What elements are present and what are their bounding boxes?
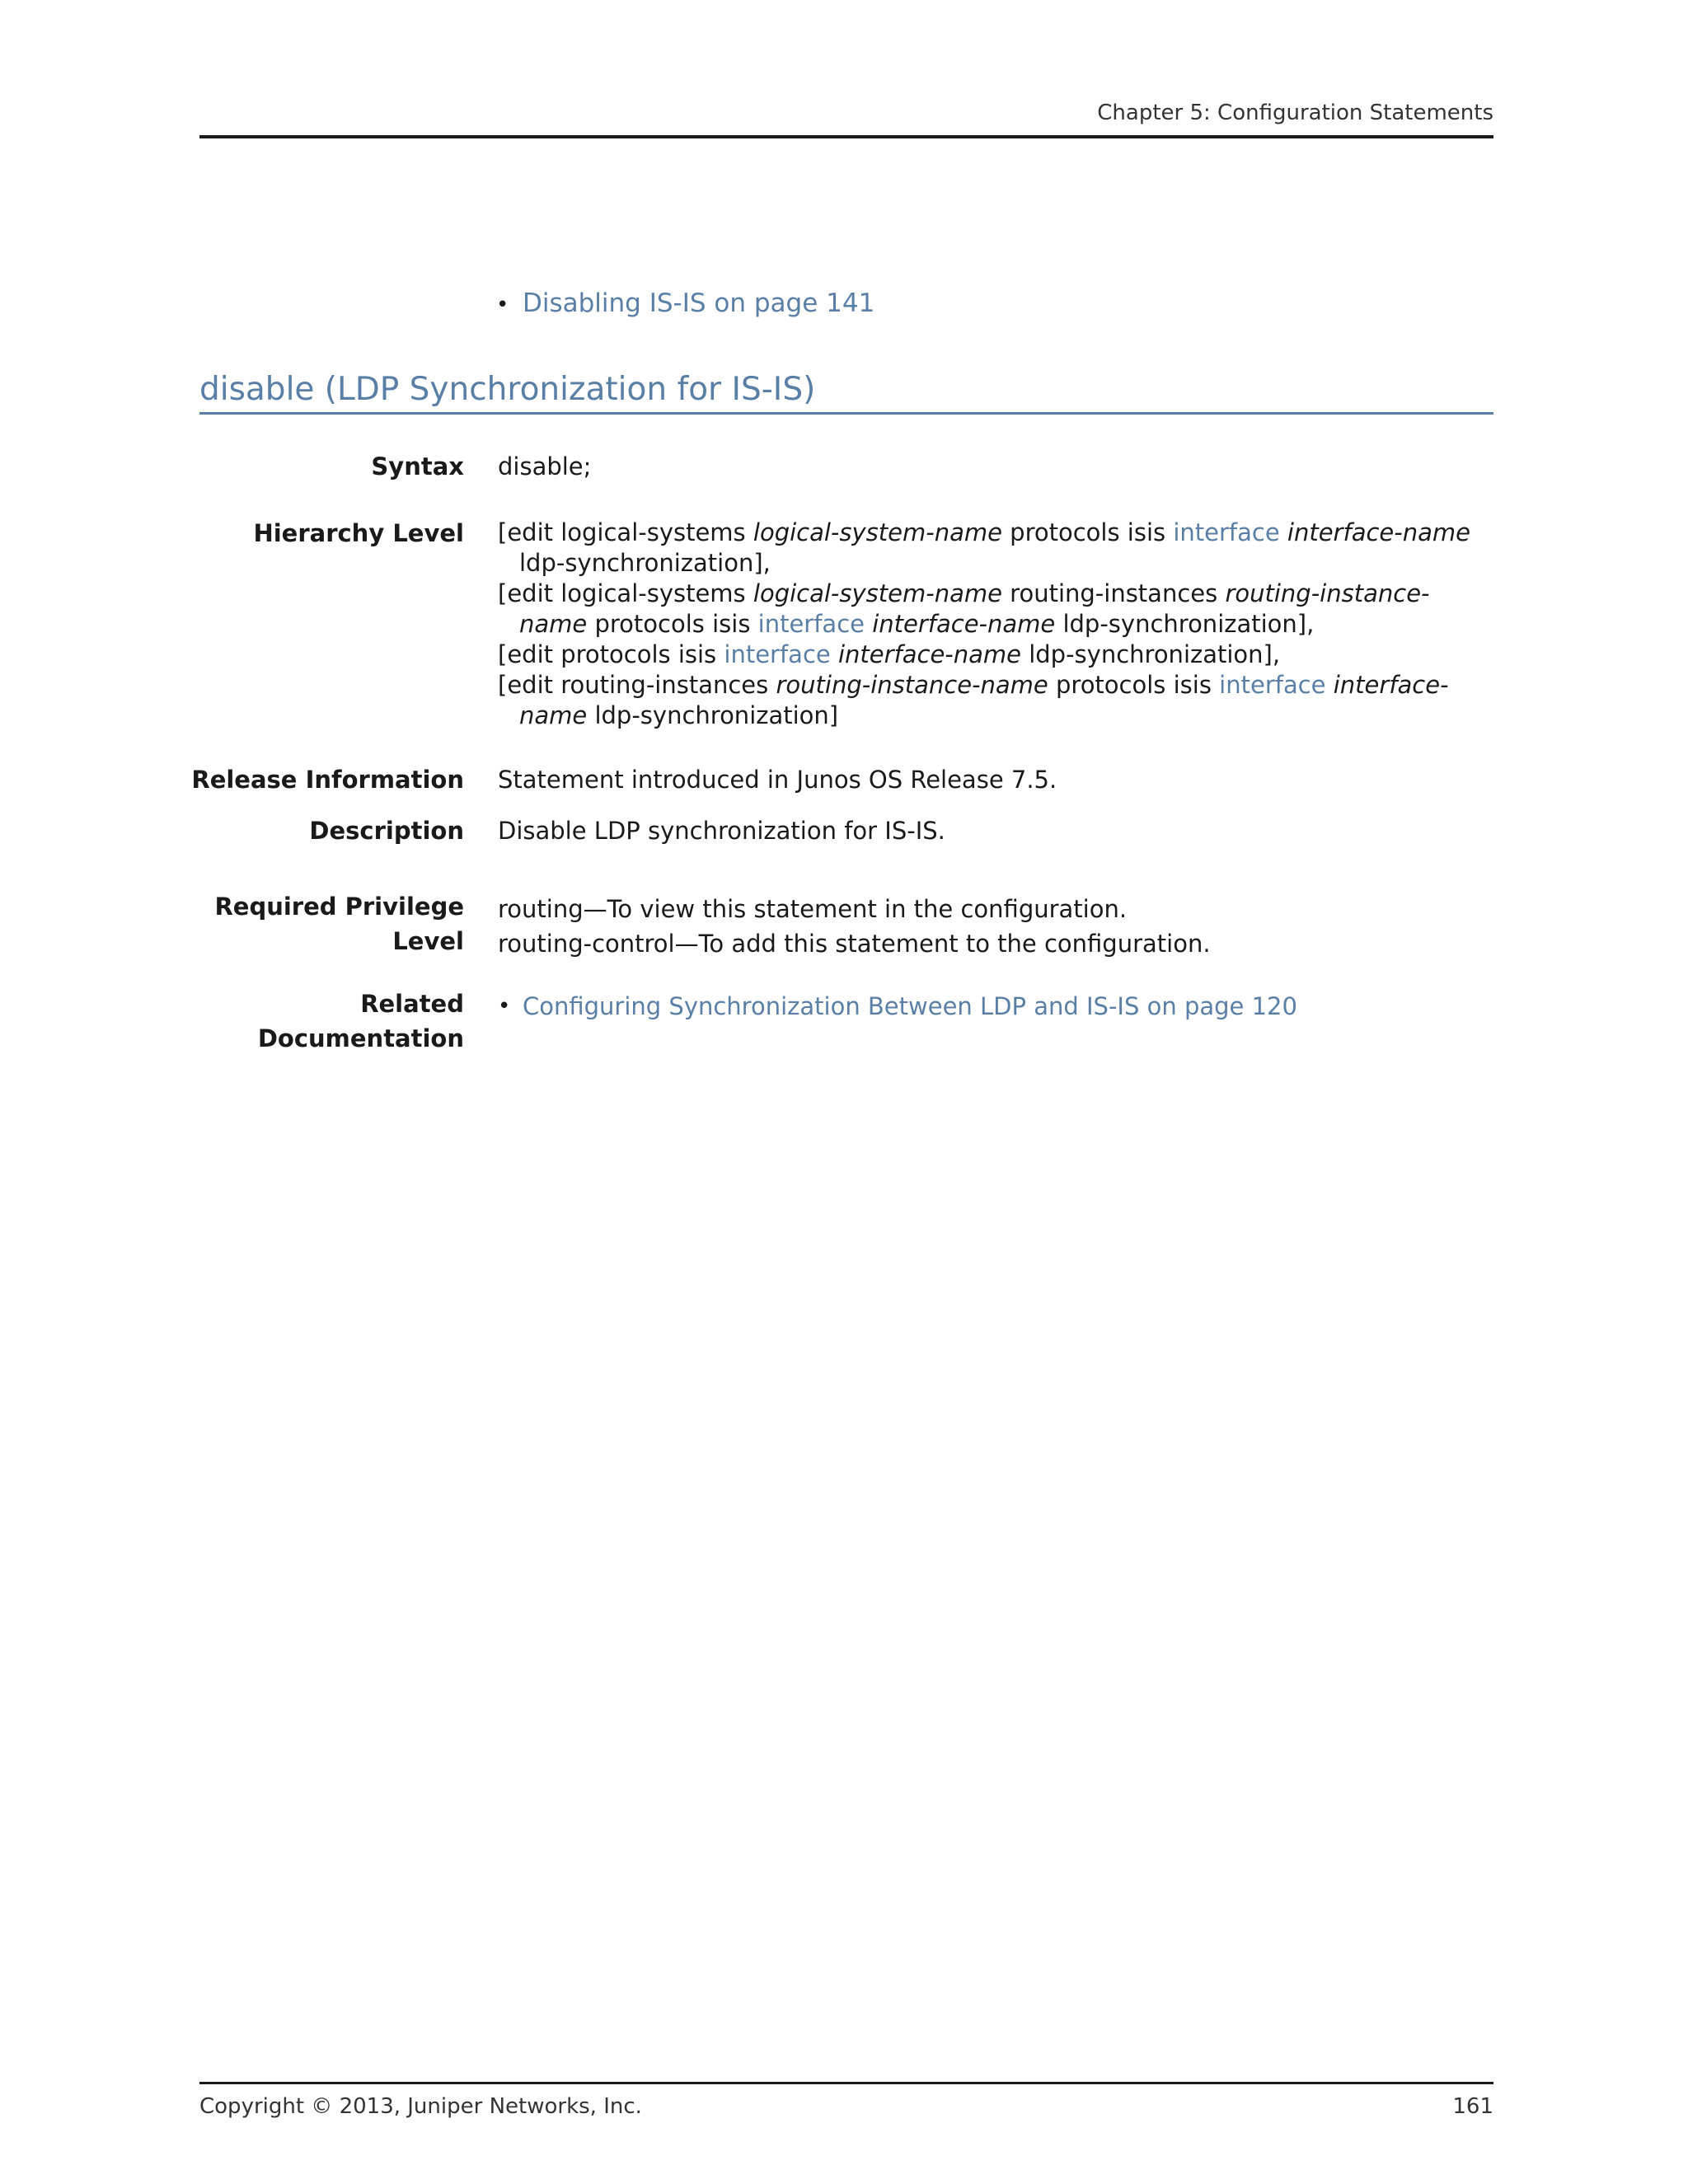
hierarchy-line: [edit protocols isis interface interface-name ldp-synchronization], [498,640,1281,668]
release-label: Release Information [191,766,464,794]
privilege-label: Required Privilege Level [214,893,464,955]
release-text: Statement introduced in Junos OS Release 7.5. [498,766,1057,794]
interface-link[interactable]: interface [757,610,865,638]
hierarchy-line: [edit logical-systems logical-system-name routing-instances routing-instance-name protocols isis interface interface-name ldp-synchronization], [498,579,1430,638]
section-title: disable (LDP Synchronization for IS-IS) [199,371,1493,415]
hierarchy-line: [edit logical-systems logical-system-name protocols isis interface interface-name ldp-synchronization], [498,518,1470,577]
interface-link[interactable]: interface [1173,518,1280,546]
page-footer [199,2082,1493,2119]
page-number: 161 [1452,2094,1493,2119]
interface-link[interactable]: interface [1219,671,1326,699]
syntax-text: disable; [498,452,592,480]
top-related-item [496,288,874,318]
hierarchy-line: [edit routing-instances routing-instance-name protocols isis interface interface-name ldp-synchronization] [498,671,1449,729]
description-label: Description [309,817,464,845]
privilege-value [498,892,1495,961]
hierarchy-block [498,518,1495,731]
privilege-line: routing—To view this statement in the configuration. [498,895,1128,923]
related-list [498,989,1495,1024]
interface-link[interactable]: interface [724,640,831,668]
release-value [498,765,1495,795]
copyright: Copyright © 2013, Juniper Networks, Inc. [199,2094,642,2119]
related-item [498,989,1495,1024]
configuring-sync-link[interactable]: Configuring Synchronization Between LDP and IS-IS on page 120 [523,992,1297,1020]
bullet-icon: • [496,293,509,317]
syntax-value [498,452,1495,482]
disabling-isis-link[interactable]: Disabling IS-IS on page 141 [523,288,875,318]
description-text: Disable LDP synchronization for IS-IS. [498,817,945,845]
description-value [498,816,1495,846]
chapter-title: Chapter 5: Configuration Statements [1097,101,1493,125]
bullet-icon: • [498,994,511,1019]
syntax-label: Syntax [371,452,464,480]
related-label: Related Documentation [257,990,464,1052]
page-header [199,97,1493,138]
privilege-line: routing-control—To add this statement to the configuration. [498,930,1211,958]
hierarchy-label: Hierarchy Level [253,519,464,547]
